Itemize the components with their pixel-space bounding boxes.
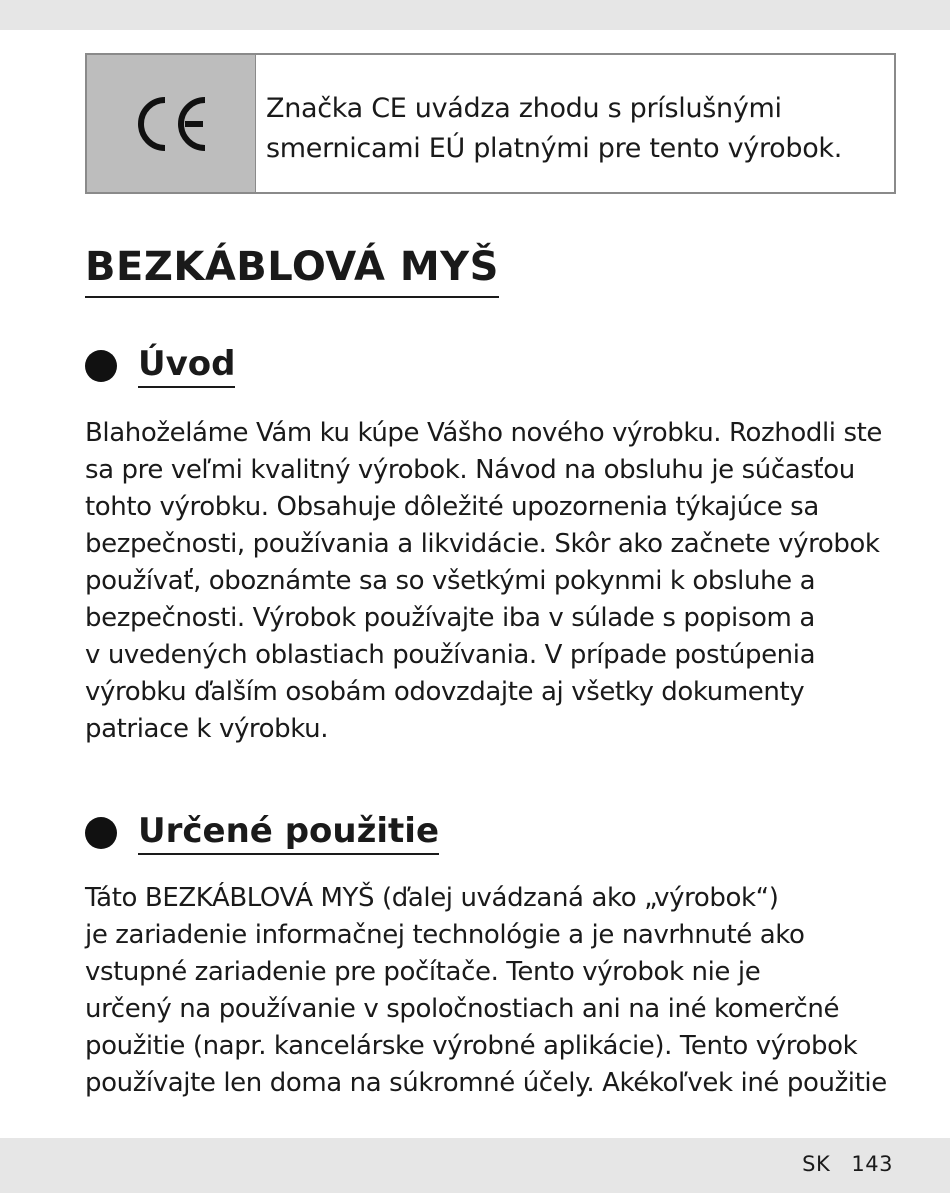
page-number-value: 143 bbox=[851, 1152, 893, 1176]
text-line: používať, oboznámte sa so všetkými pokynmi k obsluhe a bbox=[85, 566, 816, 596]
text-line: v uvedených oblastiach používania. V prípade postúpenia bbox=[85, 640, 816, 670]
ce-notice-text bbox=[256, 55, 842, 192]
text-line: patriace k výrobku. bbox=[85, 714, 329, 744]
ce-notice-line: smernicami EÚ platnými pre tento výrobok. bbox=[266, 133, 843, 164]
text-line: Táto BEZKÁBLOVÁ MYŠ (ďalej uvádzaná ako „výrobok“) bbox=[85, 883, 779, 913]
language-code: SK bbox=[802, 1152, 831, 1176]
text-line: používajte len doma na súkromné účely. Akékoľvek iné použitie bbox=[85, 1068, 887, 1098]
text-line: vstupné zariadenie pre počítače. Tento výrobok nie je bbox=[85, 957, 761, 987]
page-number bbox=[802, 1150, 893, 1178]
text-line: tohto výrobku. Obsahuje dôležité upozornenia týkajúce sa bbox=[85, 492, 819, 522]
bullet-icon bbox=[85, 350, 117, 382]
text-line: použitie (napr. kancelárske výrobné aplikácie). Tento výrobok bbox=[85, 1031, 858, 1061]
section-title: Úvod bbox=[138, 343, 235, 388]
ce-mark-icon bbox=[131, 94, 211, 154]
ce-notice-line: Značka CE uvádza zhodu s príslušnými bbox=[266, 93, 782, 124]
section-heading-intended-use bbox=[85, 810, 439, 855]
top-margin-band bbox=[0, 0, 950, 30]
ce-mark-cell bbox=[87, 55, 256, 192]
text-line: je zariadenie informačnej technológie a je navrhnuté ako bbox=[85, 920, 805, 950]
bullet-icon bbox=[85, 817, 117, 849]
ce-notice-box bbox=[85, 53, 896, 194]
text-line: bezpečnosti, používania a likvidácie. Skôr ako začnete výrobok bbox=[85, 529, 880, 559]
section-heading-intro bbox=[85, 343, 235, 388]
text-line: sa pre veľmi kvalitný výrobok. Návod na obsluhu je súčasťou bbox=[85, 455, 855, 485]
text-line: určený na používanie v spoločnostiach ani na iné komerčné bbox=[85, 994, 840, 1024]
text-line: výrobku ďalším osobám odovzdajte aj všetky dokumenty bbox=[85, 677, 805, 707]
section-title: Určené použitie bbox=[138, 810, 439, 855]
page-title: BEZKÁBLOVÁ MYŠ bbox=[85, 242, 499, 298]
text-line: bezpečnosti. Výrobok používajte iba v súlade s popisom a bbox=[85, 603, 815, 633]
intro-paragraph bbox=[85, 415, 905, 748]
text-line: Blahoželáme Vám ku kúpe Vášho nového výrobku. Rozhodli ste bbox=[85, 418, 883, 448]
intended-use-paragraph bbox=[85, 880, 905, 1102]
